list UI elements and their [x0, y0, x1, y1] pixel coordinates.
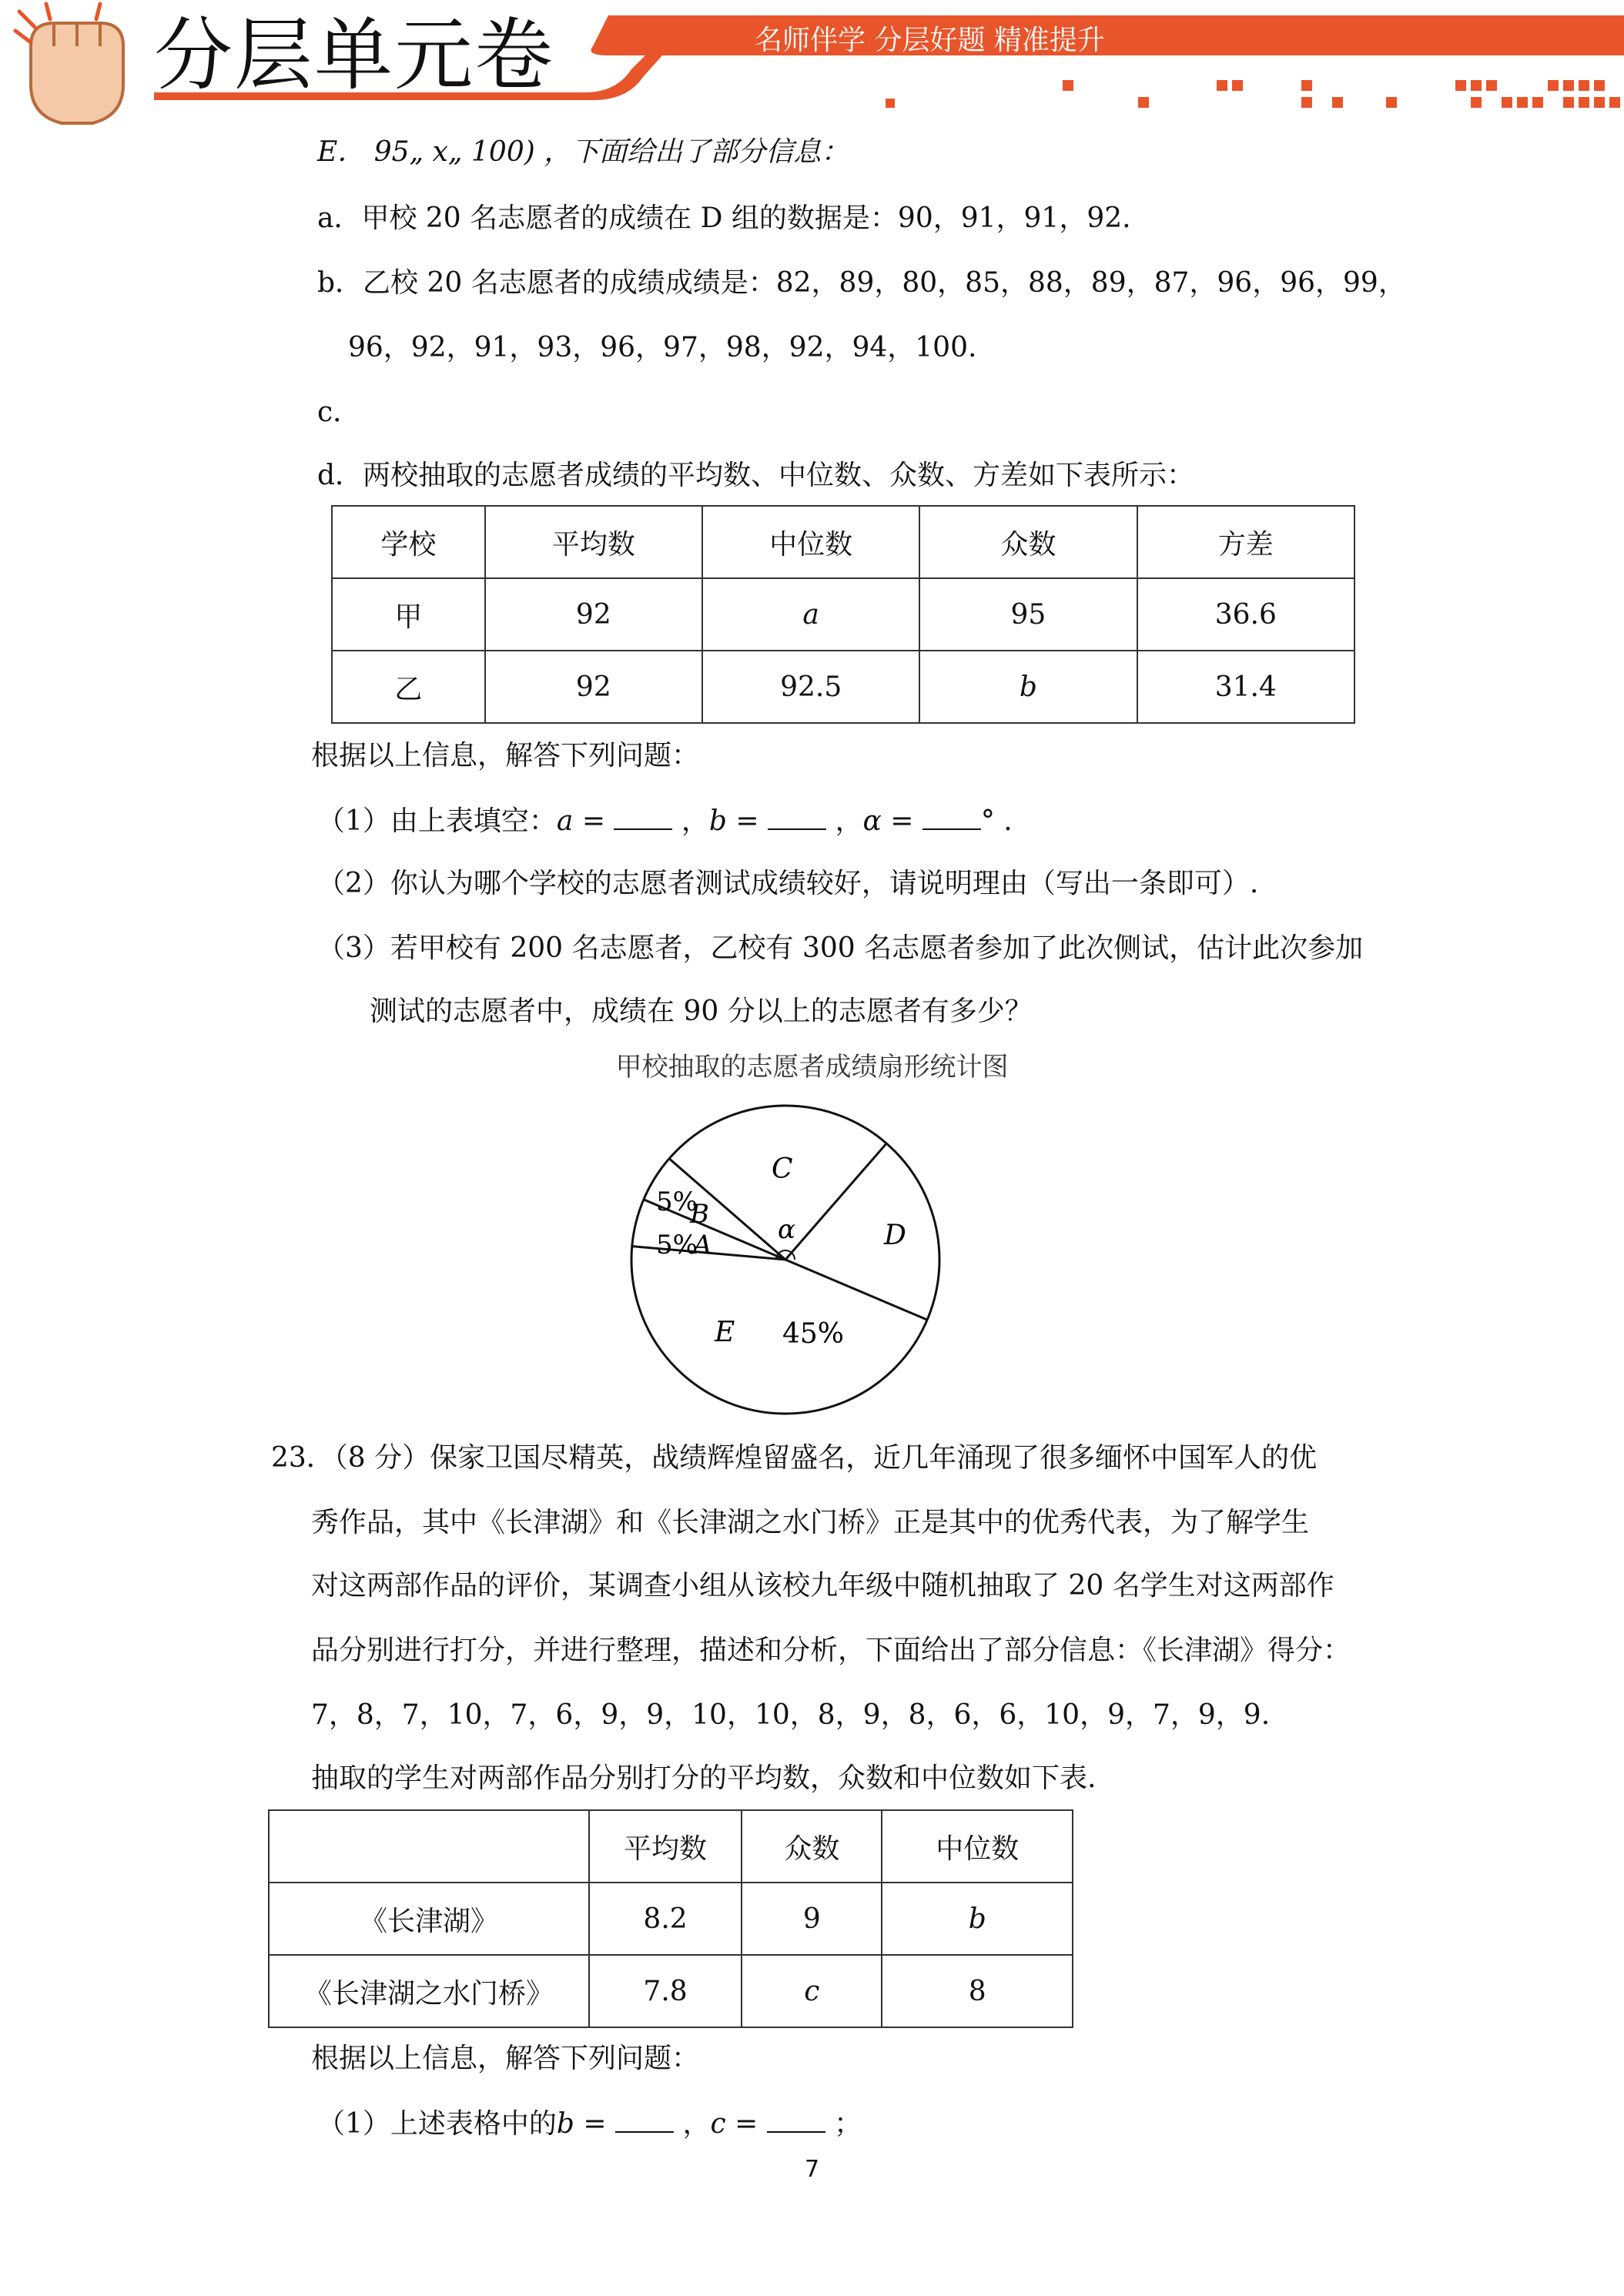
table-header-cell: 平均数: [589, 1810, 742, 1883]
table-header-row: [269, 1810, 1073, 1883]
page-number: 7: [804, 2156, 820, 2183]
angle-alpha-label: α: [778, 1214, 795, 1245]
answer-blank: [922, 802, 981, 830]
stats-table-schools: [331, 505, 1355, 724]
problem-23-line3: 对这两部作品的评价，某调查小组从该校九年级中随机抽取了 20 名学生对这两部作: [311, 1570, 1334, 1602]
table-header-cell: 众数: [919, 506, 1137, 578]
problem-23-line2: 秀作品，其中《长津湖》和《长津湖之水门桥》正是其中的优秀代表，为了解学生: [311, 1507, 1310, 1538]
text-line-info-c: c．: [317, 397, 361, 428]
slice-label-e: E: [715, 1317, 735, 1348]
question-23-1: （1）上述表格中的b = ，c = ；: [317, 2105, 862, 2143]
slice-label-b-percent: 5%: [656, 1186, 698, 1217]
table-header-row: [332, 506, 1354, 578]
stats-table-films: [268, 1809, 1073, 2028]
pie-slice-boundary-e: [785, 1260, 927, 1320]
slice-label-d: D: [884, 1220, 906, 1251]
problem-23-line4: 品分别进行打分，并进行整理，描述和分析，下面给出了部分信息：《长津湖》得分：: [311, 1635, 1351, 1666]
table-header-cell: [269, 1810, 589, 1883]
answer-blank: [768, 802, 826, 830]
table-cell: 9: [742, 1883, 882, 1955]
table-cell: b: [919, 651, 1137, 723]
table-row: [269, 1955, 1073, 2027]
answer-blank: [614, 802, 672, 830]
decorative-squares: [886, 80, 1620, 108]
text-line-info-a: a．甲校 20 名志愿者的成绩在 D 组的数据是：90，91，91，92.: [317, 202, 1131, 234]
page-header: [0, 0, 1624, 131]
text-line-e-group: E． 95„ x„ 100) ，下面给出了部分信息：: [317, 136, 849, 168]
table-cell: a: [702, 578, 919, 651]
table-cell: 92.5: [702, 651, 919, 723]
table-cell: 36.6: [1137, 578, 1354, 651]
table-row: [269, 1883, 1073, 1955]
table-cell: 《长津湖之水门桥》: [269, 1955, 589, 2027]
question-1-prefix: （1）由上表填空：: [317, 805, 557, 837]
problem-23-line6: 抽取的学生对两部作品分别打分的平均数，众数和中位数如下表.: [311, 1762, 1097, 1794]
table-cell: b: [882, 1883, 1073, 1955]
table-header-cell: 方差: [1137, 506, 1354, 578]
table-header-cell: 众数: [742, 1810, 882, 1883]
text-line-info-b2: 96，92，91，93，96，97，98，92，94，100.: [348, 332, 977, 363]
header-slogan: 名师伴学 分层好题 精准提升: [755, 25, 1105, 56]
answer-blank: [767, 2105, 825, 2133]
pie-chart: [624, 1093, 947, 1424]
table-cell: 95: [919, 578, 1137, 651]
table-cell: 92: [485, 651, 702, 723]
table-row: [332, 578, 1354, 651]
slice-label-a-percent: 5%: [656, 1230, 698, 1260]
table-header-cell: 学校: [332, 506, 485, 578]
table-cell: 7.8: [589, 1955, 742, 2027]
pie-slice-boundary-d: [785, 1143, 886, 1260]
question-3-line2: 测试的志愿者中，成绩在 90 分以上的志愿者有多少？: [370, 996, 1033, 1027]
text-line-based: 根据以上信息，解答下列问题：: [311, 740, 700, 771]
answer-blank: [615, 2105, 674, 2133]
text-line-info-d: d．两校抽取的志愿者成绩的平均数、中位数、众数、方差如下表所示：: [317, 460, 1195, 491]
table-row: [332, 651, 1354, 723]
problem-23-line1: 23．（8 分）保家卫国尽精英，战绩辉煌留盛名，近几年涌现了很多缅怀中国军人的优: [271, 1442, 1318, 1474]
fist-icon: [15, 4, 123, 123]
text-line-based-2: 根据以上信息，解答下列问题：: [311, 2043, 700, 2074]
table-cell: 甲: [332, 578, 485, 651]
problem-23-line5: 7，8，7，10，7，6，9，9，10，10，8，9，8，6，6，10，9，7，9，9.: [311, 1699, 1271, 1731]
table-cell: 《长津湖》: [269, 1883, 589, 1955]
header-title: 分层单元卷: [154, 10, 554, 102]
slice-label-c: C: [772, 1153, 793, 1185]
slice-label-b: B: [690, 1199, 709, 1230]
slice-label-e-percent: 45%: [782, 1318, 845, 1350]
table-cell: 8.2: [589, 1883, 742, 1955]
pie-chart-title: 甲校抽取的志愿者成绩扇形统计图: [615, 1052, 1009, 1083]
table-header-cell: 平均数: [485, 506, 702, 578]
table-cell: 31.4: [1137, 651, 1354, 723]
question-23-1-prefix: （1）上述表格中的: [317, 2108, 557, 2140]
table-cell: 乙: [332, 651, 485, 723]
slice-label-a: A: [693, 1230, 712, 1260]
table-cell: 8: [882, 1955, 1073, 2027]
text-line-info-b1: b．乙校 20 名志愿者的成绩成绩是：82，89，80，85，88，89，87，96，96，99，: [317, 267, 1406, 299]
question-2: （2）你认为哪个学校的志愿者测试成绩较好，请说明理由（写出一条即可）.: [317, 868, 1259, 899]
table-header-cell: 中位数: [882, 1810, 1073, 1883]
table-cell: c: [742, 1955, 882, 2027]
question-3-line1: （3）若甲校有 200 名志愿者，乙校有 300 名志愿者参加了此次侧试，估计此次参加: [317, 932, 1364, 964]
table-cell: 92: [485, 578, 702, 651]
question-1: （1）由上表填空：a = ，b = ，α = ° .: [317, 802, 1013, 840]
table-header-cell: 中位数: [702, 506, 919, 578]
